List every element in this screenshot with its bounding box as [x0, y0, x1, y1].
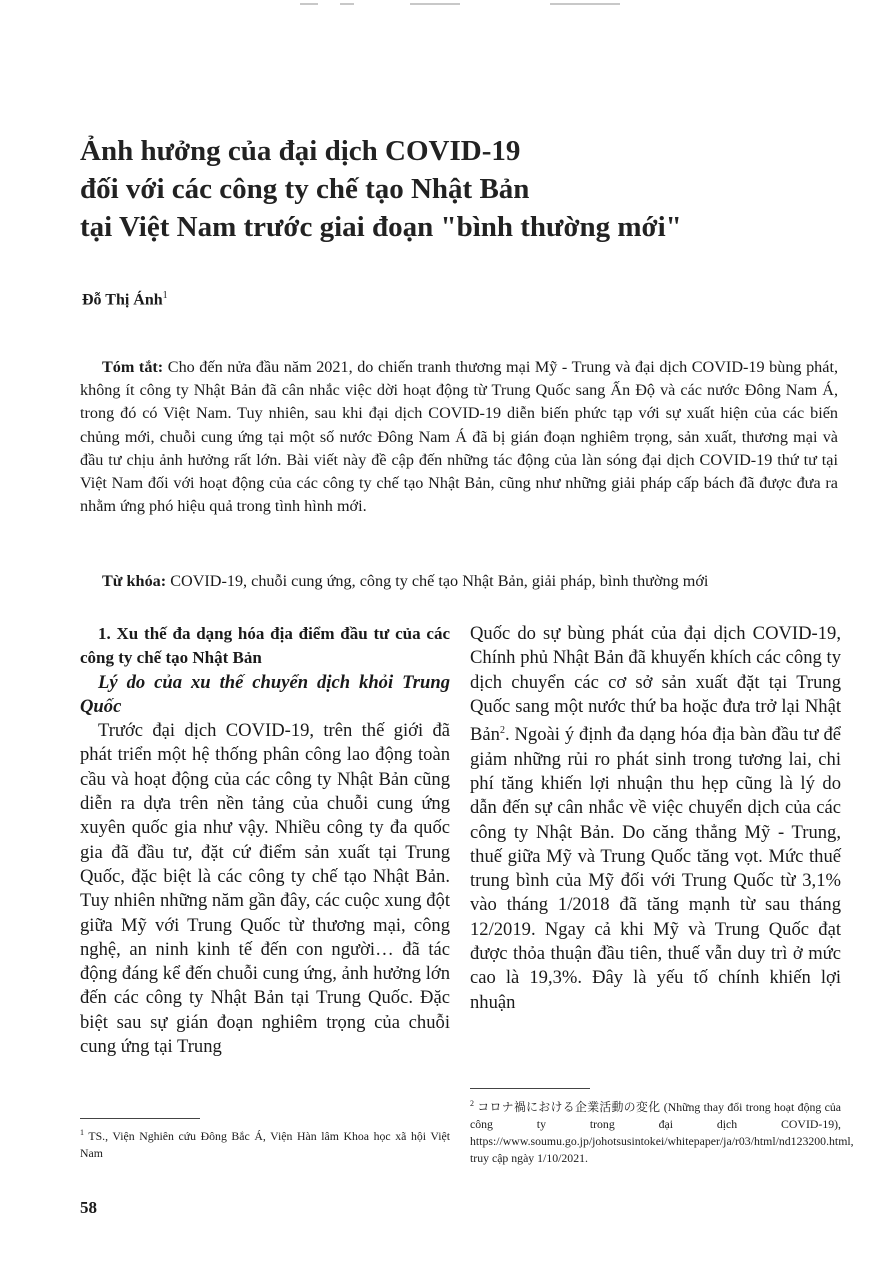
title-line-3: tại Việt Nam trước giai đoạn "bình thường mới"	[80, 211, 682, 243]
footnote-rule-right	[470, 1088, 590, 1089]
body-paragraph-left: Trước đại dịch COVID-19, trên thế giới đã phát triển một hệ thống phân công lao động toàn cầu và hoạt động của các công ty Nhật Bản cũng diễn ra dựa trên nền tảng của chuỗi cung ứng xuyên quốc gia như vậy. Nhiều công ty đa quốc gia đã đầu tư, đặt cứ điểm sản xuất tại Trung Quốc, đặc biệt là các công ty chế tạo Nhật Bản. Tuy nhiên những năm gần đây, các cuộc xung đột giữa Mỹ với Trung Quốc từ thương mại, công nghệ, an ninh kinh tế đến con người… đã tác động đáng kể đến chuỗi cung ứng, ảnh hưởng lớn đến các công ty Nhật Bản tại Trung Quốc. Đặc biệt sau sự gián đoạn nghiêm trọng của chuỗi cung ứng tại Trung	[80, 720, 450, 1058]
header-scan-marks	[300, 0, 660, 8]
body-column-right	[470, 622, 841, 1015]
footnote-2	[470, 1095, 854, 1167]
footnote-ref-2: 2	[499, 725, 505, 737]
keywords	[80, 570, 838, 593]
body-right-part-2: . Ngoài ý định đa dạng hóa địa bàn đầu tư để giảm những rủi ro phát sinh trong tương lai, chi phí tăng khiến lợi nhuận thu hẹp cũng là lý do dẫn đến sự cân nhắc về việc chuyển dịch của các công ty Nhật Bản. Do căng thẳng Mỹ - Trung, thuế giữa Mỹ và Trung Quốc tăng vọt. Mức thuế trung bình của Mỹ đối với Trung Quốc từ 3,1% vào tháng 1/2018 đã tăng mạnh từ sau tháng 12/2019. Ngay cả khi Mỹ và Trung Quốc đạt được thỏa thuận đầu tiên, thuế vẫn duy trì ở mức cao là 19,3%. Đây là yếu tố chính khiến lợi nhuận	[470, 724, 841, 1013]
footnote-2-text: コロナ禍における企業活動の変化 (Những thay đổi trong hoạt động của công ty trong đại dịch COVID-19), https://www.soumu.go.jp/johotsusintokei/whitepaper/ja/r03/html/nd123200.html, truy cập ngày 1/10/2021.	[470, 1099, 854, 1165]
footnote-rule-left	[80, 1118, 200, 1119]
keywords-label: Từ khóa:	[102, 572, 167, 590]
footnote-1-text: TS., Viện Nghiên cứu Đông Bắc Á, Viện Hàn lâm Khoa học xã hội Việt Nam	[80, 1128, 450, 1160]
title-line-2: đối với các công ty chế tạo Nhật Bản	[80, 173, 530, 205]
footnote-1	[80, 1124, 450, 1162]
section-heading: 1. Xu thế đa dạng hóa địa điểm đầu tư của các công ty chế tạo Nhật Bản	[80, 624, 450, 668]
footnote-1-mark: 1	[80, 1128, 84, 1137]
article-title	[80, 132, 800, 246]
body-paragraph-right	[470, 622, 841, 1015]
footnote-2-mark: 2	[470, 1099, 474, 1108]
body-right-part-1: Quốc do sự bùng phát của đại dịch COVID-19, Chính phủ Nhật Bản đã khuyến khích các công ty dịch chuyển các cơ sở sản xuất đặt tại Trung Quốc sang một nước thứ ba hoặc đưa trở lại Nhật Bản	[470, 623, 841, 746]
abstract	[80, 356, 838, 518]
abstract-label: Tóm tắt:	[102, 358, 164, 376]
keywords-text: COVID-19, chuỗi cung ứng, công ty chế tạo Nhật Bản, giải pháp, bình thường mới	[170, 572, 709, 590]
author-footnote-mark: 1	[162, 290, 168, 301]
author-line	[82, 290, 168, 309]
author-name: Đỗ Thị Ánh	[82, 291, 163, 309]
body-column-left	[80, 622, 450, 1059]
title-line-1: Ảnh hưởng của đại dịch COVID-19	[80, 135, 521, 167]
abstract-text: Cho đến nửa đầu năm 2021, do chiến tranh thương mại Mỹ - Trung và đại dịch COVID-19 bùng phát, không ít công ty Nhật Bản đã cân nhắc việc dời hoạt động từ Trung Quốc sang Ấn Độ và các nước Đông Nam Á, trong đó có Việt Nam. Tuy nhiên, sau khi đại dịch COVID-19 diễn biến phức tạp với sự xuất hiện của các biến chủng mới, chuỗi cung ứng tại một số nước Đông Nam Á đã bị gián đoạn nghiêm trọng, sản xuất, thương mại và đầu tư chịu ảnh hưởng rất lớn. Bài viết này đề cập đến những tác động của làn sóng đại dịch COVID-19 thứ tư tại Việt Nam đối với hoạt động của các công ty chế tạo Nhật Bản, cũng như những giải pháp cấp bách đã được đưa ra nhằm ứng phó hiệu quả trong tình hình mới.	[80, 358, 838, 516]
subsection-heading: Lý do của xu thế chuyển dịch khỏi Trung Quốc	[80, 671, 450, 717]
page-number: 58	[80, 1198, 97, 1217]
